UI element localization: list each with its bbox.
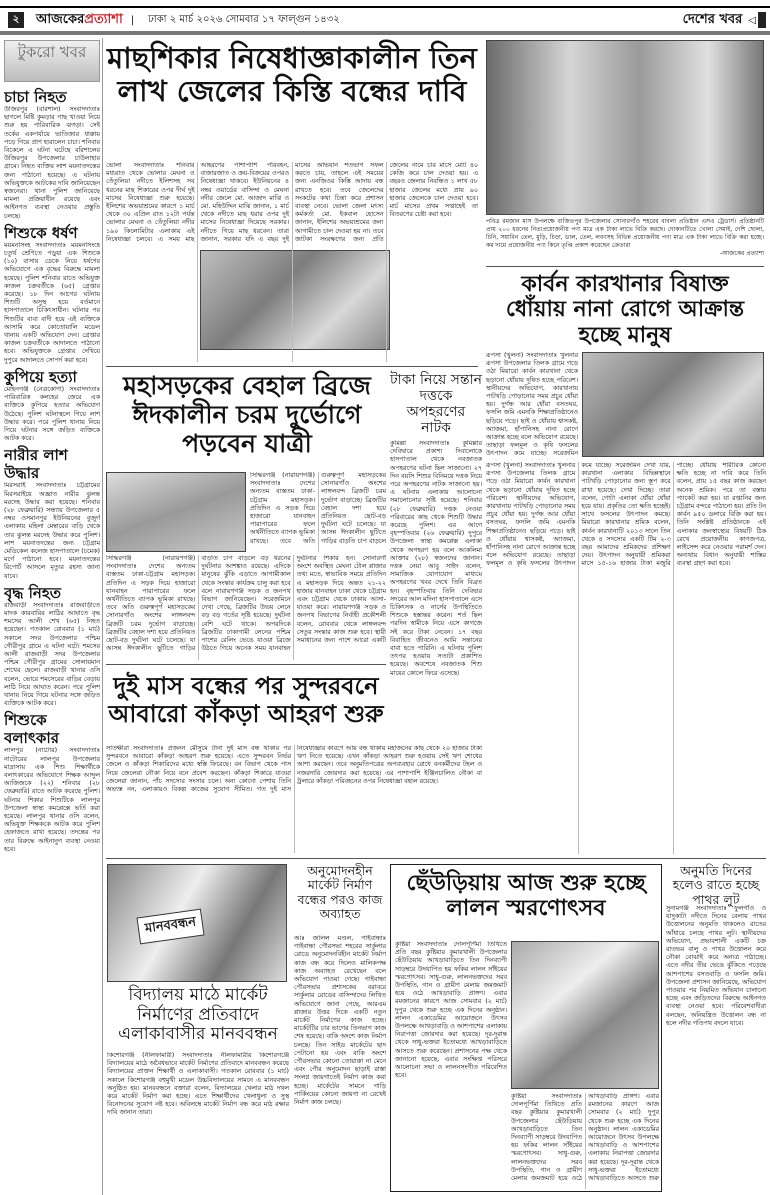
logo-prefix: আজকের bbox=[36, 11, 85, 27]
story-carbon-body-lead: রূপসা (খুলনা) সংবাদদাতাঃ খুলনার রূপসা উপজেলার তিলক গ্রামে গড়ে ওঠা মিয়ারো কার্বন কারখানা থেকে ছড়ানো ধোঁয়ায় দূষিত হচ্ছে পরিবেশ। স্থানীয়দের অভিযোগ, কারখানায় পাটখড়ি পোড়ানোর সময় প্রচুর ধোঁয়া হয়। দুর্গন্ধ আর ধোঁয়া বসতঘর, ফসলি জমি এমনকি শিক্ষাপ্রতিষ্ঠানেও ছড়িয়ে পড়ে। ছাই ও ধোঁয়ায় শ্বাসকষ্ট, অ্যাজমা, হাঁপানিসহ নানা রোগে আক্রান্ত হচ্ছে বলে অভিযোগ রয়েছে। তাছাড়া ফলমূল ও কৃষি ফসলের উৎপাদন কমে যাচ্ছে। সরেজমিন bbox=[486, 352, 578, 458]
divider bbox=[486, 266, 764, 267]
story-bridge-body: সিদ্ধিরগঞ্জ (নারায়ণগঞ্জ) সংবাদদাতাঃ দেশের অন্যতম ব্যস্ততম ঢাকা-চট্টগ্রাম মহাসড়ক। প্রতিদিন এ সড়ক দিয়ে হাজারো যানবাহন পারাপারের ফলে অর্থনীতিতে ব্যাপক ভূমিকা রাখছে। তবে অতি গুরুত্বপূর্ণ মহাসড়কের সোনারগাঁও অংশের লাঙ্গলবন্দ ব্রিজটি চরম দুর্ভোগ বাড়াচ্ছে। ব্রিজটির বেহাল দশা হয়ে প্রতিনিয়ত ছোট-বড় দুর্ঘটনা ঘটে চলেছে। যা আসন্ন ঈদকালীন ছুটিতে গাড়ির বাড়তি চাপ বাড়লে বড় ধরনের দুর্ঘটনার আশঙ্কাও রয়েছে। এদিকে মানুষের ঝুঁকি এড়াতে আগামীকাল থেকে সংস্কার কার্যক্রম চালু করা হবে বলে নারায়ণগঞ্জ সড়ক ও জনপথ বিভাগ জানিয়েছেন। সরেজমিনে দেখা গেছে, ব্রিজটির উভয় লেনে বড় বড় গর্তের সৃষ্টি হয়েছে। দুর্ঘটনা বেশি ঘটে থাকে। অপরদিকে ব্রিজটির ঢাকাগামী লেনের পশ্চিম পাশের রেলিং ভেঙে যাওয়া ব্রিজে উঠতে গিয়ে অনেক সময় যানবাহন দুর্ঘটনার শিকার হন। সোনারগাঁ অংশে অবস্থিত মেঘনা টোল প্লাজার তথ্য মতে, স্বাভাবিক সময়ে প্রতিদিন এ মহাসড়ক দিয়ে অন্তত ২১-২২ হাজার যানবাহন ঢাকা থেকে চট্টগ্রাম এবং চট্টগ্রাম থেকে ঢাকায় আসা-যাওয়া করে। নারায়ণগঞ্জ সড়ক ও জনপথ বিভাগের নির্বাহী প্রকৌশলী বলেন, রোববার থেকে লাঙ্গলবন্দ সেতুর সংস্কার কাজ শুরু হবে। স্থায়ী সমাধানের জন্য পাশে আরো একটি bbox=[106, 555, 386, 653]
photo-carbon-factory bbox=[582, 352, 764, 457]
photo-caption bbox=[486, 218, 764, 258]
photo-human-chain bbox=[107, 864, 287, 982]
page-header: ২ আজকেরপ্রত্যাশা | ঢাকা ২ মার্চ ২০২৬ সোমবার ১৭ ফাল্গুন ১৪৩২ দেশের খবর ◁ bbox=[0, 8, 770, 32]
divider bbox=[106, 664, 386, 665]
brief-text: মিরসরাই সংবাদদাতাঃ চট্টগ্রামের মিরসরাইয়ে অজ্ঞাত নারীর ঝুলন্ত মরদেহ উদ্ধার করা হয়েছে। শনিবার (২৮ ফেব্রুয়ারি) সন্ধ্যায় উপজেলার ৫ নম্বর ওসমানপুর ইউনিয়নের বুজুর্গ এলাকায় মহিলা মেম্বারের বাড়ি থেকে তার ঝুলন্ত মরদেহ উদ্ধার করে পুলিশ। লাশ ময়নাতদন্তের জন্য চট্টগ্রাম মেডিকেল কলেজ হাসপাতালে (চমেক) মর্গে পাঠানো হবে। ময়নাতদন্তের রিপোর্ট আসলে মৃত্যুর রহস্য জানা যাবে। bbox=[4, 482, 100, 580]
section-arrow-icon: ◁ bbox=[748, 14, 756, 26]
section-marker-icon bbox=[758, 12, 766, 28]
headline-market: অনুমোদনহীন মার্কেট নির্মাণ বন্ধের পরও কাজ অব্যাহত bbox=[297, 863, 383, 922]
column-divider bbox=[102, 38, 103, 1195]
logo-accent: প্রত্যাশা bbox=[84, 11, 123, 27]
story-kidnap-body: কুমিল্লা সংবাদদাতাঃ কুমিল্লার দেবিদ্বারে প্রকাশ্য দিবালোকে হাসপাতাল থেকে নবজাতক অপহরণের ঘটনা ছিল সাজানো। ২৭ দিন বয়সি শিশুর বিনিময়ে দত্তক নিয়ে পরে অপহরণের নাটক সাজানো হয়। এ ঘটনায় এলাকায় আলোচনা সমালোচনার সৃষ্টি হয়েছে। শনিবার (২৮ ফেব্রুয়ারি) দত্তক নেওয়া পরিবারের কাছ থেকে শিশুটি উদ্ধার করেছে পুলিশ। এর আগে বৃহস্পতিবার (২৬ ফেব্রুয়ারি) দুপুরে উপজেলা স্বাস্থ্য কমপ্লেক্স এলাকা থেকে অপহরণ হয় বলে আকলিমা আক্তার (২৮) স্বজনদের জানান। দত্তক নেয়া আবু সাইদ বলেন, সামাজিক যোগাযোগ মাধ্যমে অপহরণের খবর দেখে তিনি বিব্রত হন। বৃহস্পতিবার তিনি দেবিদ্বার সদরের আল মদিনা হাসপাতালে এসে চিকিৎসক ও নার্সের উপস্থিতিতে শিশুকে হস্তান্তর করেন। শর্ত ছিল পরদিন স্বামীকে নিয়ে এসে কাগজে সই করে টাকা নেবেন। ১৭ বছর বিবাহিত জীবনেও আমি সন্তানের বাবা হতে পারিনি। এ ঘটনায় পুলিশ তৎপর হওয়ায় সত্যটা প্রকাশিত হয়েছে। অবশেষে নবজাতক শিশু মায়ের কোলে ফিরে এসেছে। bbox=[390, 440, 482, 677]
brief-headline: শিশুকে বলাৎকার bbox=[4, 711, 59, 748]
headline-fishing: মাছশিকার নিষেধাজ্ঞাকালীন তিন লাখ জেলের কিস্তি বন্ধের দাবি bbox=[107, 41, 477, 109]
divider bbox=[106, 366, 478, 367]
photo-bridge bbox=[106, 472, 246, 552]
headline-carbon: কার্বন কারখানার বিষাক্ত ধোঁয়ায় নানা রোগে আক্রান্ত হচ্ছে মানুষ bbox=[505, 271, 745, 348]
brief-item bbox=[4, 446, 100, 580]
brief-text: ময়মনসিংহ সংবাদদাতাঃ ময়মনসিংহে চতুর্থ শ্রেণিতে পড়ুয়া এক শিশুকে (১০) বাসায় ডেকে নিয়ে ধর্ষণের অভিযোগে এক বৃদ্ধের বিরুদ্ধে মামলা হয়েছে। পুলিশ শনিবার রাতে অভিযুক্ত কাজল চক্রবর্তীকে (৬৫) গ্রেপ্তার করেছে। ১৮ দিন আগের ঘটনায় শিশুটি অসুস্থ হয়ে বর্তমানে হাসপাতালে চিকিৎসাধীন। ঘটনার পর শিশুটির বাবা বাদী হয়ে এই ব্যক্তিকে আসামি করে কোতোয়ালি মডেল থানায় একটি অভিযোগ দেন। গ্রেপ্তার কাজল চক্রবর্তীকে আদালতে পাঠানো হবে। অভিযুক্তকে গ্রেপ্তার দেখিয়ে দুপুরে আদালতে সোপর্দ করা হবে। bbox=[4, 241, 100, 364]
caption-text: পবিত্র রমজান মাস উপলক্ষে বাজিতপুর উপজেলার সোনারগাঁও শহরের বাবলা প্রতিষ্ঠান এসএ ট্রেডার্স। প্রতিষ্ঠানটি প্রায় ২০০ ধরনের নিত্যপ্রয়োজনীয় পণ্য মাত্র এক টাকা লাভে বিক্রি করছে। দোকানটিতে খোলা সেমাই, দেশি ছোলা, চিনি, সয়াবিন তেল, মুড়ি, চিড়া, ডাল, তেল, লবণসহ বিভিন্ন প্রয়োজনীয় পণ্য মাত্র এক টাকা লাভে বিক্রি করা হচ্ছে। কম দামে প্রয়োজনীয় পণ্য কিনে তৃপ্তি প্রকাশ করেছেন ক্রেতারা bbox=[486, 218, 764, 249]
story-stone-body: সুনামগঞ্জ সংবাদদাতাঃ ফুলগাঁও ও যাদুকাটা নদীতে দিনের বেলায় পাথর উত্তোলনের অনুমতি থাকলেও রাতের আঁধারে চলছে পাথর লুট। স্থানীয়দের অভিযোগ, প্রভাবশালী একটি চক্র রাতভর বালু ও পাথর উত্তোলন করে নৌকা বোঝাই করে অন্যত্র পাঠাচ্ছে। এতে নদীর তীর ভেঙে ঝুঁকিতে পড়েছে আশপাশের বসতবাড়ি ও ফসলি জমি। উপজেলা প্রশাসন জানিয়েছে, অভিযোগ পাওয়ার পর নিয়মিত অভিযান চালানো হচ্ছে এবং জড়িতদের বিরুদ্ধে আইনগত ব্যবস্থা নেওয়া হবে। পরিবেশবাদীরা বলছেন, অনিয়ন্ত্রিত উত্তোলন বন্ধ না হলে নদীর গতিপথ বদলে যাবে। bbox=[666, 905, 766, 1027]
brief-text: রাজবাড়ী সংবাদদাতাঃ রাজবাড়ীতে মাদক কারবারির লাঠির আঘাতে বৃদ্ধ শমসের আলী শেখ (৬৫) নিহত হয়েছেন। গতকাল রোববার (১ মার্চ) সকালে সদর উপজেলার পশ্চিম গৌরীপুর গ্রামে এ ঘটনা ঘটে। শমসের আলী রাজবাড়ী সদর উপজেলার পশ্চিম গৌরীপুর গ্রামের সোলায়মান শেখের ছেলে। রাজবাড়ী থানার ওসি বলেন, ভোরে শমসেরের বাড়ির বেড়ায় লাঠি নিয়ে আঘাত করেন। পরে পুলিশ থানায় নিয়ে গিয়ে ঘটনার সঙ্গে জড়িত ব্যক্তিকে আটক করে। bbox=[4, 601, 100, 708]
brief-headline: চাচা নিহত bbox=[4, 88, 67, 106]
headline-stone: অনুমতি দিনের হলেও রাতে হচ্ছে পাথর লুট bbox=[672, 863, 760, 907]
headline-crab: দুই মাস বন্ধের পর সুন্দরবনে আবারো কাঁকড়া আহরণ শুরু bbox=[108, 671, 384, 728]
headline-lalon: ছেঁউড়িয়ায় আজ শুরু হচ্ছে লালন স্মরণোৎসব bbox=[406, 870, 646, 922]
story-market-body: আঃ জলিল মণ্ডল, গাইবান্ধাঃ গাইবান্ধা পৌরসভা শহরের সার্কুলার রোডে অনুমোদনবিহীন মার্কেট নির্মাণ কাজ বন্ধ করে দিলেও মালিকপক্ষ কাজ অব্যাহত রেখেছেন বলে অভিযোগ পাওয়া গেছে। গাইবান্ধা পৌরসভার প্রশাসকের বরাবরে সার্কুলার রোডের বাসিন্দাদের লিখিত অভিযোগে জানা গেছে, আরএম প্লাজার উত্তর দিকে একটি নতুন মার্কেট নির্মাণের কাজ হচ্ছে। মার্কেটটির চার ভাগের তিনভাগ কাজ শেষ হয়েছে। বাকি অংশে কাজ নির্মাণ চলছে। তিন সাইড মার্কেটের ছাদ পেটানো হয় এবং বাকি অংশে পৌরসভার কোনো তোয়াক্কা না মেনে এবং পৌর অনুমোদন ছাড়াই রাস্তা সংলগ্ন জায়গাতেই নির্মাণ কাজ করা হচ্ছে। মার্কেটের সামনে গাড়ি পার্কিংয়ের কোনো জায়গা না রেখেই নির্মাণ কাজ চলছে। bbox=[294, 935, 386, 1107]
headline-kidnap: টাকা নিয়ে সন্তান দত্তকে অপহরণের নাটক bbox=[390, 372, 482, 437]
brief-headline: বৃদ্ধ নিহত bbox=[4, 583, 61, 602]
story-protest-body: কিশোরগঞ্জ (নীলফামারী) সংবাদদাতাঃ নীলফামারীর কিশোরগঞ্জে বিদ্যালয়ের মাঠে অবৈধভাবে মার্কেট নির্মাণের প্রতিবাদে মানববন্ধন করেছে বিদ্যালয়ের প্রাক্তন শিক্ষার্থী ও এলাকাবাসী। গতকাল রোববার (১ মার্চ) সকালে কিশোরগঞ্জ বহুমুখী মডেল উচ্চবিদ্যালয়ের সামনে এ মানববন্ধন অনুষ্ঠিত হয়। মানববন্ধনে বক্তারা বলেন, বিদ্যালয়ের খেলার মাঠ দখল করে মার্কেট নির্মাণ করা হচ্ছে। এতে শিক্ষার্থীদের খেলাধুলা ও সুস্থ বিনোদনের সুযোগ নষ্ট হবে। অবিলম্বে মার্কেট নির্মাণ বন্ধ করে মাঠ রক্ষার দাবি জানান তারা। bbox=[107, 1052, 289, 1117]
sidebar-brief-news bbox=[4, 40, 100, 1190]
banner-text: মানববন্ধন bbox=[136, 909, 204, 945]
story-carbon-body: রূপসা (খুলনা) সংবাদদাতাঃ খুলনার রূপসা উপজেলার তিলক গ্রামে গড়ে ওঠা মিয়ারো কার্বন কারখানা থেকে ছড়ানো ধোঁয়ায় দূষিত হচ্ছে পরিবেশ। স্থানীয়দের অভিযোগ, কারখানায় পাটখড়ি পোড়ানোর সময় প্রচুর ধোঁয়া হয়। দুর্গন্ধ আর ধোঁয়া বসতঘর, ফসলি জমি এমনকি শিক্ষাপ্রতিষ্ঠানেও ছড়িয়ে পড়ে। ছাই ও ধোঁয়ায় শ্বাসকষ্ট, অ্যাজমা, হাঁপানিসহ নানা রোগে আক্রান্ত হচ্ছে বলে অভিযোগ রয়েছে। তাছাড়া ফলমূল ও কৃষি ফসলের উৎপাদন কমে যাচ্ছে। সরেজমিন দেখা যায়, কারখানা এলাকার বিভিন্নস্থানে পাটখড়ি পোড়ানোর জন্য স্তূপ করে রাখা হয়েছে। দেখা দিচ্ছে। তারা বলেন, গোটা এলাকা ধোঁয়া ধোঁয়া হয়ে যায়। প্রকৃতির তো ক্ষতি হচ্ছেই। সাথে ফসলের উৎপাদন কমছে। মিয়ারো কারখানার শ্রমিক বলেন, কার্বন কারখানাটি ২০১৩ সালে তিন থেকে ৪ সদস্যের একটি টিম ২-৩ বছর আমাদের শ্রমিকদের প্রশিক্ষণ দেয়। উৎপাদন অনুযায়ী শ্রমিকরা মাসে ১৫-১৬ হাজার টাকা মজুরি পাচ্ছে। ধোঁয়ায় শারীরিক কোনো ক্ষতি হচ্ছে না দাবি করে তিনি বলেন, প্রায় ১৫ বছর কাজ করছেন অনেক শ্রমিক। পরে তা বস্তায় প্যাকেট করা হয়। যা রপ্তানির জন্য চট্টগ্রাম বন্দরে পাঠানো হয়। প্রতি টন কার্বন ৯৫০ ডলারে বিক্রি করা হয়। তিনি সংশ্লিষ্ট প্রতিষ্ঠানকে এই এলাকার জনস্বাস্থ্যের বিষয়টি ঠিক রেখে প্রয়োজনীয় কাগজপত্র, লাইসেন্স করে নেওয়ার পরামর্শ দেন। অন্যথায় বিধান অনুযায়ী শাস্তির ব্যবস্থা গ্রহণ করা হবে। bbox=[486, 462, 766, 568]
brief-item bbox=[4, 711, 100, 854]
story-fishing-body: ভোলা সংবাদদাতাঃ শনিবার মধ্যরাত থেকে ভোলার মেঘনা ও তেঁতুলিয়া নদীতে ইলিশসহ সব ধরনের মাছ শিকারের ওপর দীর্ঘ দুই মাসের নিষেধাজ্ঞা শুরু হয়েছে। ইলিশের অভয়াশ্রমের কারণে ১ মার্চ থেকে ৩০ এপ্রিল রাত ১২টা পর্যন্ত ভোলার মেঘনা ও তেঁতুলিয়া নদীর ১৯০ কিলোমিটার এলাকায় এই নিষেধাজ্ঞা চলবে। এ সময় মাছ আহরণের পাশাপাশি পরিবহন, বাজারজাত ও ক্রয়-বিক্রয়ের ওপরও নিষেধাজ্ঞা থাকবে। ইউনিয়নের ৪ নম্বর ওয়ার্ডের বাসিন্দা ও মেঘনা নদীর জেলে মো. আজাদ মাঝি ও মো. মহিউদ্দিন মাঝি জানান, ১ মার্চ থেকে নদীতে মাছ ধরার ওপর দুই মাসের নিষেধাজ্ঞা দিয়েছে সরকার। নদীতে গিয়ে মাছ ধরবেন। তারা জানান, সরকার যদি এ বছর দুই মাসের অভিযান শতভাগ সফল করতে চায়, তাহলে এই সময়ের জন্য এনজিওর কিস্তি আদায় বন্ধ রাখতে হবে। তবে জেলেদের সংকটের কথা চিন্তা করে প্রশাসন ব্যবস্থা নেবে। ভোলা জেলা মৎস্য কর্মকর্তা মো. ইকবাল হোসেন জানান, ইলিশের অভয়াশ্রমের জন্য আগামীতে চাল দেওয়া হয় না। তবে জাটকা সংরক্ষণের জন্য প্রতি জেলের নামে চার মাসে মোট ৪০ কেজি করে চাল দেওয়া হয়। এ বছরও জেলার নিবন্ধিত ১ লাখ ৫৮ হাজার জেলের মধ্যে প্রায় ৯০ হাজার জেলেকে চাল দেওয়া হবে। মার্চ মাসের প্রথম সপ্তাহেই তা বিতরণের চেষ্টা করা হবে। bbox=[106, 162, 478, 243]
issue-date: ঢাকা ২ মার্চ ২০২৬ সোমবার ১৭ ফাল্গুন ১৪৩২ bbox=[148, 13, 340, 25]
caption-credit: -আজকের প্রত্যাশা bbox=[719, 250, 764, 257]
sidebar-title: টুকরো খবর bbox=[4, 40, 100, 82]
header-rule bbox=[0, 31, 770, 35]
headline-protest: বিদ্যালয় মাঠে মার্কেট নির্মাণের প্রতিবাদে এলাকাবাসীর মানববন্ধন bbox=[118, 985, 278, 1045]
brief-text: লালপুর (নাটোর) সংবাদদাতাঃ নাটোরের লালপুর উপজেলার মাদ্রাসায় এক শিশু শিক্ষার্থীকে বলাৎকারের অভিযোগে শিক্ষক আব্দুল আজিজকে (২২) শনিবার (২৮ ফেব্রুয়ারি) রাতে আটক করেছে পুলিশ। ঘটনার শিকার শিশুটিকে লালপুর উপজেলা স্বাস্থ্য কমপ্লেক্সে ভর্তি করা হয়েছে। লালপুর থানার ওসি বলেন, অভিযুক্ত শিক্ষককে আটক করে পুলিশ হেফাজতে রাখা হয়েছে। তদন্তের পর তার বিরুদ্ধে আইনানুগ ব্যবস্থা নেওয়া হবে। bbox=[4, 747, 100, 853]
story-lalon-body: কুষ্টিয়া সংবাদদাতাঃ দোলপূর্ণিমা তিথিতে প্রতি বছর কুষ্টিয়ার কুমারখালী উপজেলার ছেঁউড়িয়ায় আখড়াবাড়িতে তিন দিনব্যাপী সাড়ম্বরে উদযাপিত হয় ফকির লালন সাঁইয়ের স্মরণোৎসব। সাধু-গুরু, লালনভক্তদের সরব উপস্থিতি, গান ও গ্রামীণ মেলায় জমজমাট হয়ে ওঠে আখড়াবাড়ি প্রাঙ্গণ। এবার রমজানের কারণে আজ সোমবার (২ মার্চ) দুপুর থেকে শুরু হচ্ছে এক দিনের অনুষ্ঠান। লালন একাডেমির আয়োজনে উৎসব উপলক্ষে আখড়াবাড়ি ও আশপাশের এলাকায় নিরাপত্তা জোরদার করা হয়েছে। দূর-দূরান্ত থেকে সাধু-ভক্তরা ইতোমধ্যে আখড়াবাড়িতে আসতে শুরু করেছেন। প্রশাসনের পক্ষ থেকে জানানো হয়েছে, এবার সংক্ষিপ্ত পরিসরে আলোচনা সভা ও লালনসংগীত পরিবেশিত হবে। bbox=[395, 941, 507, 1080]
story-lalon-body-cont: কুষ্টিয়া সংবাদদাতাঃ দোলপূর্ণিমা তিথিতে প্রতি বছর কুষ্টিয়ার কুমারখালী উপজেলার ছেঁউড়িয়ায় আখড়াবাড়িতে তিন দিনব্যাপী সাড়ম্বরে উদযাপিত হয় ফকির লালন সাঁইয়ের স্মরণোৎসব। সাধু-গুরু, লালনভক্তদের সরব উপস্থিতি, গান ও গ্রামীণ মেলায় জমজমাট হয়ে ওঠে আখড়াবাড়ি প্রাঙ্গণ। এবার রমজানের কারণে আজ সোমবার (২ মার্চ) দুপুর থেকে শুরু হচ্ছে এক দিনের অনুষ্ঠান। লালন একাডেমির আয়োজনে উৎসব উপলক্ষে আখড়াবাড়ি ও আশপাশের এলাকায় নিরাপত্তা জোরদার করা হয়েছে। দূর-দূরান্ত থেকে সাধু-ভক্তরা ইতোমধ্যে আখড়াবাড়িতে আসতে শুরু bbox=[511, 1093, 659, 1183]
brief-item bbox=[4, 368, 100, 443]
brief-headline: শিশুকে ধর্ষণ bbox=[4, 223, 78, 242]
brief-text: উজিরপুর (বরিশাল) সংবাদদাতাঃ ছাগলে মিষ্টি কুমড়ার গাছ খাওয়া নিয়ে শুরু হয় পারিবারিক ঝগড়া। সেই তর্কের একপর্যায়ে ভাতিজার ধাক্কায় পড়ে গিয়ে প্রাণ হারালেন চাচা। শনিবার বিকেলে এ ঘটনা ঘটেছে বরিশালের উজিরপুর উপজেলার চাউলাহার গ্রামে। নিহত ব্যক্তির লাশ ময়নাতদন্তের জন্য পাঠানো হয়েছে। এ ঘটনায় অভিযুক্তকে আটকের দাবি জানিয়েছেন স্বজনেরা। থানা পুলিশ জানিয়েছে মামলা প্রক্রিয়াধীন রয়েছে এবং আইনগত ব্যবস্থা নেওয়ার প্রস্তুতি চলছে। bbox=[4, 106, 100, 220]
photo-shop bbox=[486, 40, 764, 215]
photo-lalon-akhra bbox=[511, 941, 659, 1089]
newspaper-logo bbox=[36, 10, 123, 31]
story-bridge-body-upper: সিদ্ধিরগঞ্জ (নারায়ণগঞ্জ) সংবাদদাতাঃ দেশের অন্যতম ব্যস্ততম ঢাকা-চট্টগ্রাম মহাসড়ক। প্রতিদিন এ সড়ক দিয়ে হাজারো যানবাহন পারাপারের ফলে অর্থনীতিতে ব্যাপক ভূমিকা রাখছে। তবে অতি গুরুত্বপূর্ণ মহাসড়কের সোনারগাঁও অংশের লাঙ্গলবন্দ ব্রিজটি চরম দুর্ভোগ বাড়াচ্ছে। ব্রিজটির বেহাল দশা হয়ে প্রতিনিয়ত ছোট-বড় দুর্ঘটনা ঘটে চলেছে। যা আসন্ন ঈদকালীন ছুটিতে গাড়ির বাড়তি চাপ বাড়লে bbox=[250, 472, 386, 545]
brief-item bbox=[4, 584, 100, 709]
brief-item bbox=[4, 224, 100, 365]
brief-headline: নারীর লাশ উদ্ধার bbox=[4, 446, 68, 483]
headline-bridge: মহাসড়কের বেহাল ব্রিজে ঈদকালীন চরম দুর্ভোগে পড়বেন যাত্রী bbox=[123, 371, 371, 458]
page-number: ২ bbox=[8, 12, 24, 28]
divider bbox=[106, 858, 766, 859]
brief-item bbox=[4, 88, 100, 221]
story-lalon-box bbox=[390, 864, 662, 1192]
brief-text: মোহনগঞ্জ (নেত্রকোণা) সংবাদদাতাঃ পারিবারিক কলহের জেরে এক ব্যক্তিকে কুপিয়ে হত্যার অভিযোগ উঠেছে। পুলিশ ঘটনাস্থলে গিয়ে লাশ উদ্ধার করে। পরে পুলিশ থানায় নিয়ে গিয়ে ঘটনার সঙ্গে জড়িত ব্যক্তিকে আটক করে। bbox=[4, 385, 100, 443]
brief-headline: কুপিয়ে হত্যা bbox=[4, 367, 77, 386]
story-crab-body: সাতক্ষীরা সংবাদদাতাঃ প্রজনন মৌসুমে টানা দুই মাস বন্ধ থাকার পর সুন্দরবনে আবারো কাঁকড়া আহরণ শুরু হয়েছে। এতে সুন্দরবন নির্ভর জেলে ও কাঁকড়া শিকারিদের মধ্যে স্বস্তি ফিরেছে। বন বিভাগ থেকে পাস নিয়ে জেলেরা নৌকা নিয়ে বনে প্রবেশ করছেন। কাঁকড়া শিকারে যাওয়া জেলেরা জানান, পাঁচ সদস্যের সংসার চলে। অন্য কোনো পেশায় তিনি অভ্যস্ত নন, এলাকায়ও বিকল্প কাজের সুযোগ সীমিত। গত দুই মাস নিষেধাজ্ঞার কারণে আয় বন্ধ থাকায় মহাজনের কাছ থেকে ২০ হাজার টাকা ঋণ নিতে হয়েছে। এখন কাঁকড়া আহরণ শুরু হওয়ায় সেই ঋণ শোধের আশা করছেন। তবে অনুমতিপত্রের অপব্যবহার রোধে বনকর্মীদের টহল ও নজরদারি জোরদার করা হয়েছে। এর পাশাপাশি ইঞ্জিনচালিত নৌকা বা ট্রলারে কাঁকড়া পরিবহনের ওপর নিষেধাজ্ঞা বহাল রয়েছে। bbox=[106, 745, 482, 794]
section-title: দেশের খবর bbox=[682, 11, 743, 27]
